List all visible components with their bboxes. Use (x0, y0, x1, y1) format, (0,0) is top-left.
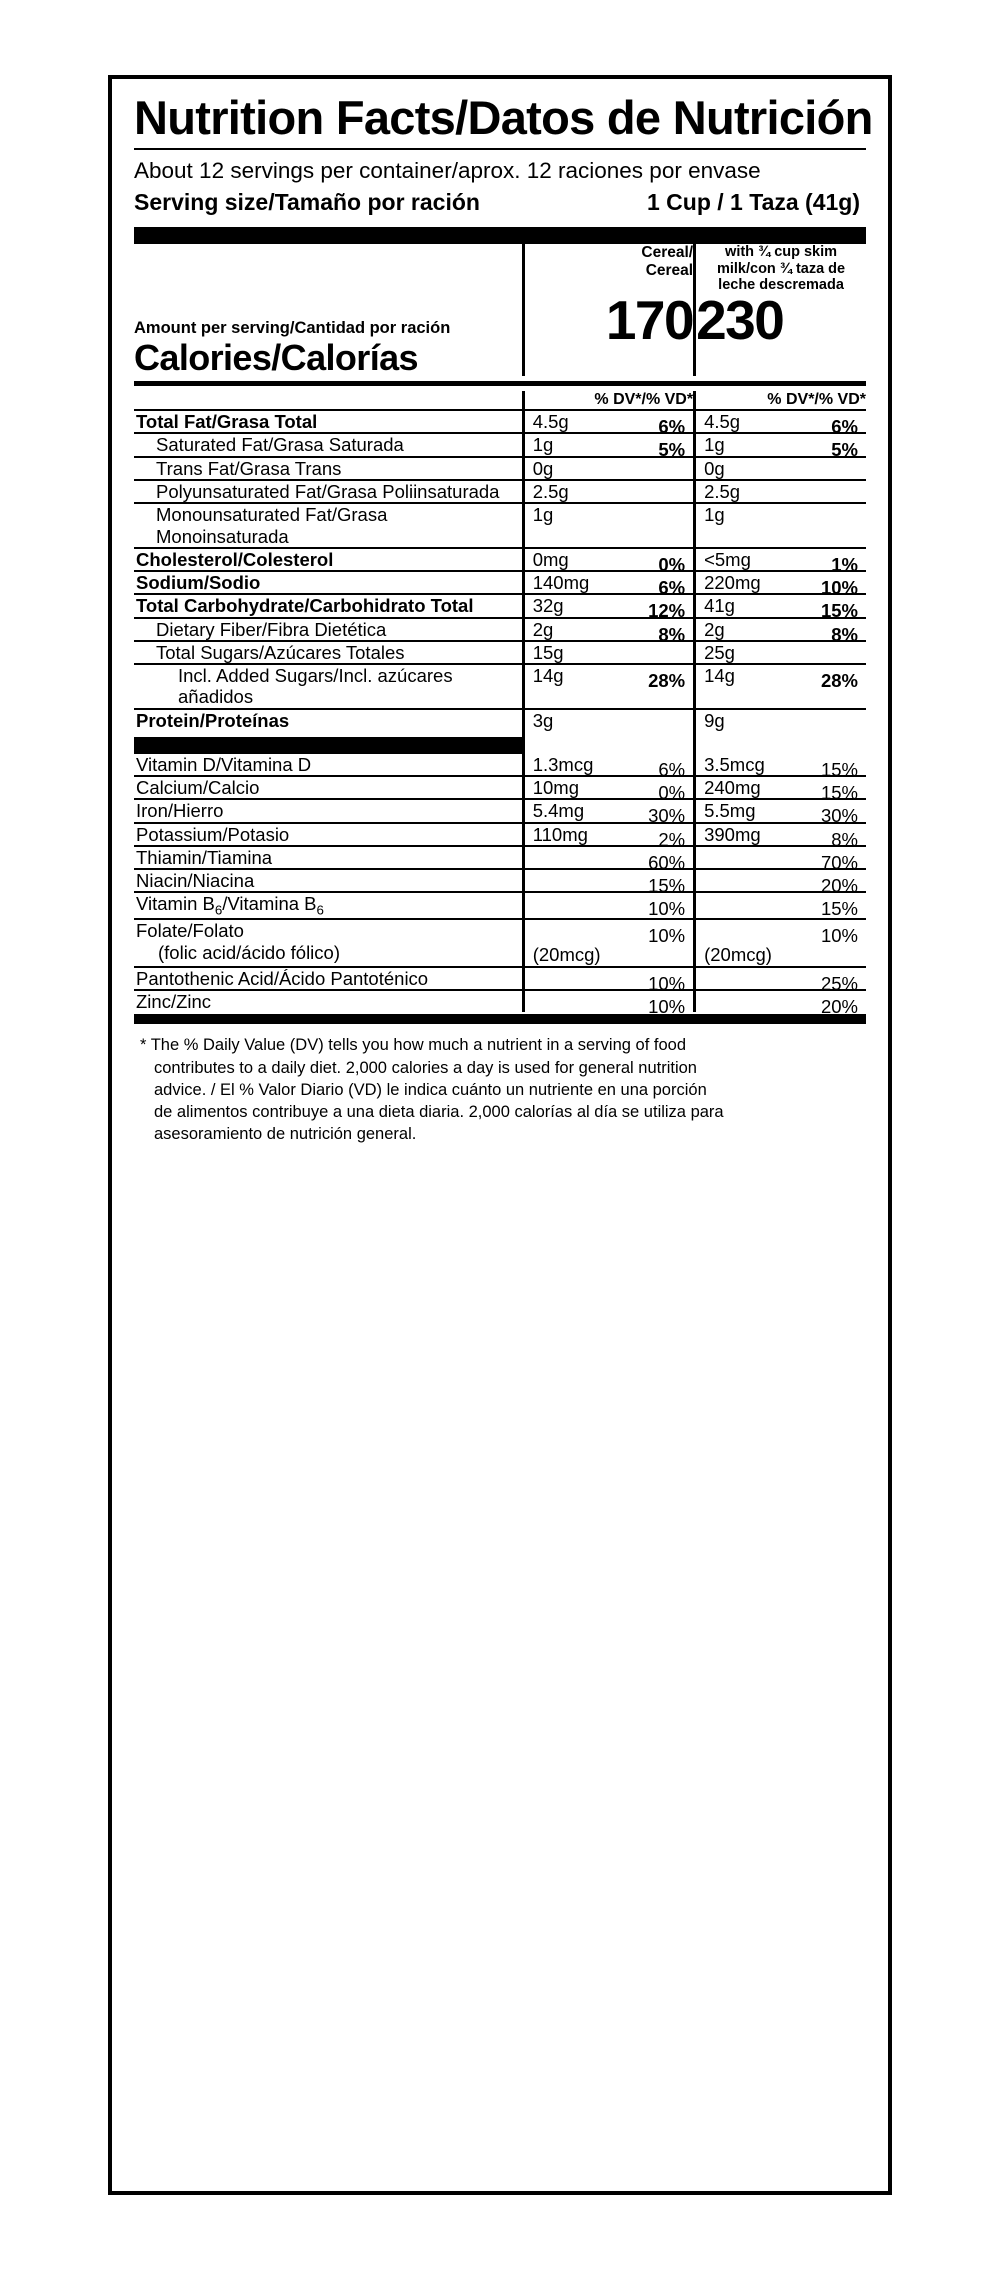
calories-label: Calories/Calorías (134, 337, 418, 379)
nutrient-value-cereal: 4.5g 6% (523, 410, 694, 433)
table-row (134, 433, 866, 456)
nutrient-name: Niacin/Niacina (134, 869, 523, 892)
calories-value-milk: 230 (695, 293, 866, 376)
nutrient-name: Cholesterol/Colesterol (134, 548, 523, 571)
footnote-line-5: asesoramiento de nutrición general. (154, 1125, 417, 1144)
nutrient-value-milk: 240mg 15% (695, 776, 866, 799)
servings-per-container: About 12 servings per container/aprox. 12 raciones por envase (134, 158, 761, 184)
table-row (134, 571, 866, 594)
vitamins-table (134, 753, 866, 1017)
nutrient-value-cereal: 10% (523, 967, 694, 990)
table-row (134, 457, 866, 480)
table-row (134, 480, 866, 503)
nutrient-value-milk: 14g 28% (695, 664, 866, 709)
nutrient-value-cereal: 15g (523, 641, 694, 664)
column-headers-row (134, 244, 866, 293)
table-row (134, 548, 866, 571)
nutrient-name: Folate/Folato (folic acid/ácido fólico) (134, 919, 523, 966)
divider-above-footnote (134, 1014, 866, 1024)
table-row (134, 990, 866, 1012)
nutrient-name: Total Fat/Grasa Total (134, 410, 523, 433)
table-row (134, 754, 866, 776)
nutrient-value-cereal: 1g 5% (523, 433, 694, 456)
nutrient-value-cereal: 2.5g (523, 480, 694, 503)
table-row (134, 503, 866, 548)
nutrient-name: Calcium/Calcio (134, 776, 523, 799)
nutrient-value-milk: 15% (695, 892, 866, 919)
nutrient-value-milk: 1g 5% (695, 433, 866, 456)
nutrient-value-milk: 10% (20mcg) (695, 919, 866, 966)
amount-per-serving-label: Amount per serving/Cantidad por ración (134, 319, 451, 338)
calories-row (134, 293, 866, 376)
nutrient-value-cereal: 0g (523, 457, 694, 480)
nutrient-name: Iron/Hierro (134, 799, 523, 822)
calories-cell (134, 293, 523, 379)
serving-size-row (134, 187, 866, 220)
nutrient-value-cereal: 10% (523, 990, 694, 1012)
nutrient-name: Vitamin D/Vitamina D (136, 753, 312, 775)
nutrient-value-milk: 70% (695, 846, 866, 869)
nutrition-table (134, 244, 866, 379)
nutrient-name: Polyunsaturated Fat/Grasa Poliinsaturada (134, 480, 523, 503)
nutrient-value-cereal: 14g 28% (523, 664, 694, 709)
serving-size-value: 1 Cup / 1 Taza (41g) (646, 189, 860, 216)
divider-thick-top (134, 227, 866, 244)
table-row (134, 892, 866, 919)
nutrient-rows-table (134, 409, 866, 731)
dv-header-table (134, 391, 866, 409)
calories-value-cereal: 170 (523, 293, 694, 376)
nutrient-name: Zinc/Zinc (134, 990, 523, 1012)
nutrient-name: Thiamin/Tiamina (134, 846, 523, 869)
nutrient-value-cereal: 2g 8% (523, 618, 694, 641)
nutrient-name: Total Sugars/Azúcares Totales (134, 641, 523, 664)
footnote (134, 1024, 866, 1145)
nutrient-value-cereal: 10% (523, 892, 694, 919)
nutrient-name: Dietary Fiber/Fibra Dietética (134, 618, 523, 641)
table-row (134, 919, 866, 966)
table-row (134, 869, 866, 892)
nutrient-value-milk: 20% (695, 869, 866, 892)
nutrient-value-cereal: 60% (523, 846, 694, 869)
nutrient-value-milk: 4.5g 6% (695, 410, 866, 433)
nutrient-value-milk: 2g 8% (695, 618, 866, 641)
table-row (134, 846, 866, 869)
nutrient-value-milk: 41g 15% (695, 594, 866, 617)
divider-under-title (134, 148, 866, 150)
nutrition-facts-panel (108, 75, 892, 2195)
nutrient-value-milk: 1g (695, 503, 866, 548)
table-row (134, 799, 866, 822)
table-row (134, 709, 866, 731)
nutrient-value-milk: 390mg 8% (695, 823, 866, 846)
footnote-line-1: * The % Daily Value (DV) tells you how much a nutrient in a serving of food (140, 1036, 686, 1055)
divider-under-calories (134, 381, 866, 386)
table-row (134, 410, 866, 433)
table-row (134, 967, 866, 990)
footnote-line-4: de alimentos contribuye a una dieta diaria. 2,000 calorías al día se utiliza para (154, 1103, 724, 1122)
dv-header-row (134, 391, 866, 409)
dv-header-milk: % DV*/% VD* (695, 391, 866, 409)
nutrient-name: Trans Fat/Grasa Trans (134, 457, 523, 480)
nutrient-value-milk: 5.5mg 30% (695, 799, 866, 822)
table-row (134, 776, 866, 799)
nutrient-value-cereal: 32g 12% (523, 594, 694, 617)
nutrient-value-cereal: 10% (20mcg) (523, 919, 694, 966)
nutrient-name: Pantothenic Acid/Ácido Pantoténico (134, 967, 523, 990)
thick-divider-table (134, 731, 866, 754)
dv-header-cereal: % DV*/% VD* (523, 391, 694, 409)
nutrient-value-cereal: 15% (523, 869, 694, 892)
nutrient-value-milk: 9g (695, 709, 866, 731)
nutrient-value-cereal: 3g (523, 709, 694, 731)
nutrient-value-cereal: 10mg 0% (523, 776, 694, 799)
nutrient-value-cereal: 1g (523, 503, 694, 548)
nutrient-value-milk: 220mg 10% (695, 571, 866, 594)
footnote-line-3: advice. / El % Valor Diario (VD) le indica cuánto un nutriente en una porción (154, 1080, 707, 1099)
nutrient-value-cereal: 0mg 0% (523, 548, 694, 571)
nutrient-name: Total Carbohydrate/Carbohidrato Total (134, 594, 523, 617)
nutrient-value-milk: 20% (695, 990, 866, 1012)
nutrient-value-cereal: 5.4mg 30% (523, 799, 694, 822)
nutrient-value-milk: <5mg 1% (695, 548, 866, 571)
table-row (134, 823, 866, 846)
nutrient-name: Potassium/Potasio (134, 823, 523, 846)
column-b-header: with ¾ cup skim milk/con ¾ taza de leche descremada (695, 244, 866, 293)
nutrient-value-cereal: 1.3mcg 6% (523, 754, 694, 776)
nutrient-name: Incl. Added Sugars/Incl. azúcares añadidos (134, 664, 523, 709)
table-row (134, 641, 866, 664)
table-row (134, 594, 866, 617)
table-row (134, 664, 866, 709)
nutrient-value-cereal: 140mg 6% (523, 571, 694, 594)
column-a-header: Cereal/ Cereal (523, 244, 694, 293)
divider-row-vitamins (134, 731, 866, 754)
nutrient-value-milk: 0g (695, 457, 866, 480)
nutrient-value-milk: 2.5g (695, 480, 866, 503)
nutrient-value-milk: 25% (695, 967, 866, 990)
serving-size-label: Serving size/Tamaño por ración (134, 189, 480, 216)
table-row (134, 618, 866, 641)
nutrient-name: Protein/Proteínas (134, 709, 523, 731)
nutrient-value-milk: 25g (695, 641, 866, 664)
nutrient-name: Sodium/Sodio (134, 571, 523, 594)
nutrient-name: Vitamin $B_6$/Vitamina $B_6$ (134, 892, 523, 919)
nutrient-value-milk: 3.5mcg 15% (695, 754, 866, 776)
page-title: Nutrition Facts/Datos de Nutrición (134, 91, 873, 144)
nutrient-name: Saturated Fat/Grasa Saturada (134, 433, 523, 456)
nutrient-value-cereal: 110mg 2% (523, 823, 694, 846)
footnote-line-2: contributes to a daily diet. 2,000 calories a day is used for general nutrition (154, 1058, 697, 1077)
nutrient-name: Monounsaturated Fat/Grasa Monoinsaturada (134, 503, 523, 548)
